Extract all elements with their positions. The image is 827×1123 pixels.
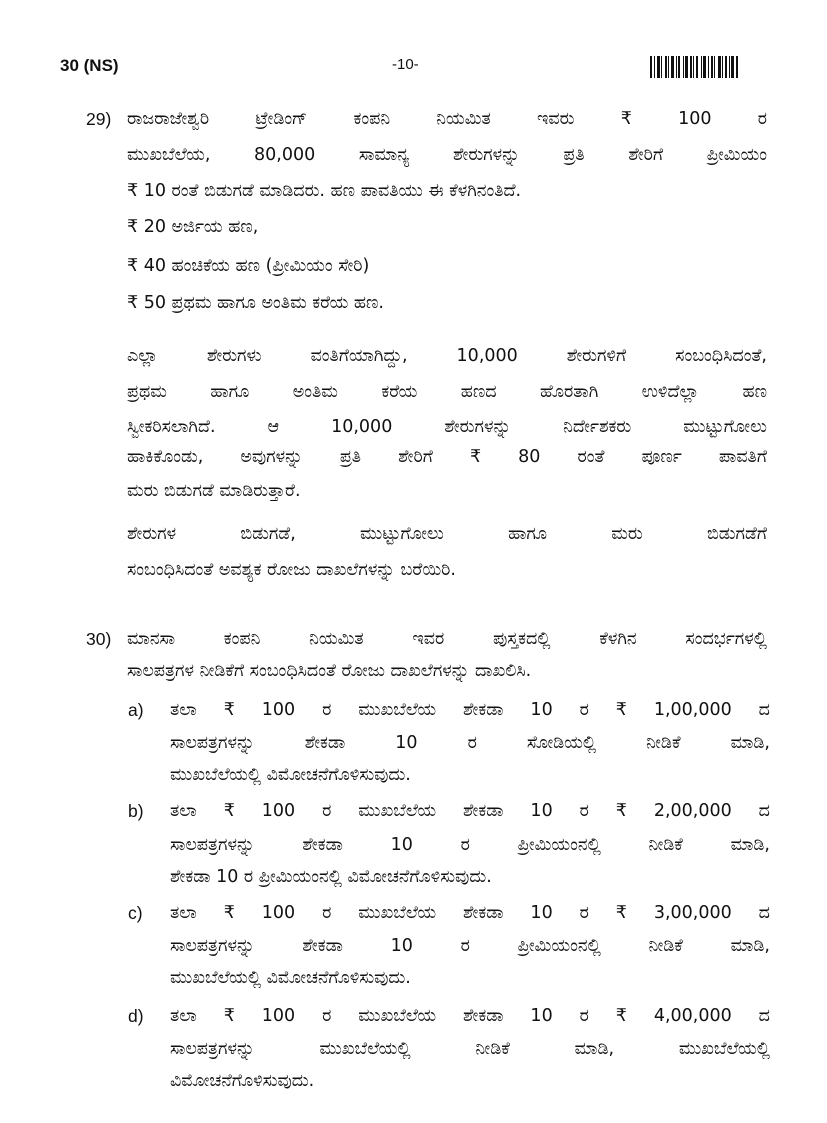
q30-item-b-label: b) <box>128 801 144 821</box>
q29-para2-line-4: ಹಾಕಿಕೊಂಡು, ಅವುಗಳನ್ನು ಪ್ರತಿ ಶೇರಿಗೆ ₹ 80 ರಂತೆ ಪೂರ್ಣ ಪಾವತಿಗೆ <box>127 447 767 467</box>
q29-payment-allotment: ₹ 40 ಹಂಚಿಕೆಯ ಹಣ (ಪ್ರೀಮಿಯಂ ಸೇರಿ) <box>127 256 370 276</box>
q30-item-a-line-3: ಮುಖಬೆಲೆಯಲ್ಲಿ ವಿಮೋಚನೆಗೊಳಿಸುವುದು. <box>170 765 411 785</box>
q29-para3-line-1: ಶೇರುಗಳ ಬಿಡುಗಡೆ, ಮುಟ್ಟುಗೋಲು ಹಾಗೂ ಮರು ಬಿಡುಗಡೆಗೆ <box>127 524 767 544</box>
q29-payment-application: ₹ 20 ಅರ್ಜಿಯ ಹಣ, <box>127 217 259 237</box>
q30-item-a-label: a) <box>128 700 144 720</box>
q30-item-a-line-1: ತಲಾ ₹ 100 ರ ಮುಖಬೆಲೆಯ ಶೇಕಡಾ 10 ರ ₹ 1,00,000 ದ <box>170 700 770 720</box>
q29-line-3: ₹ 10 ರಂತೆ ಬಿಡುಗಡೆ ಮಾಡಿದರು. ಹಣ ಪಾವತಿಯು ಈ ಕೆಳಗಿನಂತಿದೆ. <box>127 181 522 201</box>
q30-item-a-line-2: ಸಾಲಪತ್ರಗಳನ್ನು ಶೇಕಡಾ 10 ರ ಸೋಡಿಯಲ್ಲಿ ನೀಡಿಕೆ ಮಾಡಿ, <box>170 733 770 753</box>
q29-para2-line-3: ಸ್ವೀಕರಿಸಲಾಗಿದೆ. ಆ 10,000 ಶೇರುಗಳನ್ನು ನಿರ್ದೇಶಕರು ಮುಟ್ಟುಗೋಲು <box>127 417 767 437</box>
q29-line-2: ಮುಖಬೆಲೆಯ, 80,000 ಸಾಮಾನ್ಯ ಶೇರುಗಳನ್ನು ಪ್ರತಿ ಶೇರಿಗೆ ಪ್ರೀಮಿಯಂ <box>127 145 767 165</box>
q29-para2-line-5: ಮರು ಬಿಡುಗಡೆ ಮಾಡಿರುತ್ತಾರೆ. <box>127 481 301 501</box>
q30-item-c-line-1: ತಲಾ ₹ 100 ರ ಮುಖಬೆಲೆಯ ಶೇಕಡಾ 10 ರ ₹ 3,00,000 ದ <box>170 903 770 923</box>
q30-item-b-line-3: ಶೇಕಡಾ 10 ರ ಪ್ರೀಮಿಯಂನಲ್ಲಿ ವಿಮೋಚನೆಗೊಳಿಸುವುದು. <box>170 867 492 887</box>
barcode-icon <box>650 56 766 78</box>
q30-item-d-line-3: ವಿಮೋಚನೆಗೊಳಿಸುವುದು. <box>170 1071 315 1091</box>
q30-item-b-line-2: ಸಾಲಪತ್ರಗಳನ್ನು ಶೇಕಡಾ 10 ರ ಪ್ರೀಮಿಯಂನಲ್ಲಿ ನೀಡಿಕೆ ಮಾಡಿ, <box>170 835 770 855</box>
q29-line-1: ರಾಜರಾಜೇಶ್ವರಿ ಟ್ರೇಡಿಂಗ್ ಕಂಪನಿ ನಿಯಮಿತ ಇವರು ₹ 100 ರ <box>127 109 767 129</box>
q30-line-2: ಸಾಲಪತ್ರಗಳ ನೀಡಿಕೆಗೆ ಸಂಬಂಧಿಸಿದಂತೆ ರೋಜು ದಾಖಲೆಗಳನ್ನು ದಾಖಲಿಸಿ. <box>127 661 532 681</box>
q30-item-c-line-3: ಮುಖಬೆಲೆಯಲ್ಲಿ ವಿಮೋಚನೆಗೊಳಿಸುವುದು. <box>170 968 411 988</box>
q29-payment-final-call: ₹ 50 ಪ್ರಥಮ ಹಾಗೂ ಅಂತಿಮ ಕರೆಯ ಹಣ. <box>127 293 384 313</box>
page-number: -10- <box>392 56 419 73</box>
q30-item-d-line-1: ತಲಾ ₹ 100 ರ ಮುಖಬೆಲೆಯ ಶೇಕಡಾ 10 ರ ₹ 4,00,000 ದ <box>170 1006 770 1026</box>
q29-para2-line-1: ಎಲ್ಲಾ ಶೇರುಗಳು ವಂತಿಗೆಯಾಗಿದ್ದು, 10,000 ಶೇರುಗಳಿಗೆ ಸಂಬಂಧಿಸಿದಂತೆ, <box>127 346 767 366</box>
q30-item-c-line-2: ಸಾಲಪತ್ರಗಳನ್ನು ಶೇಕಡಾ 10 ರ ಪ್ರೀಮಿಯಂನಲ್ಲಿ ನೀಡಿಕೆ ಮಾಡಿ, <box>170 936 770 956</box>
q30-item-b-line-1: ತಲಾ ₹ 100 ರ ಮುಖಬೆಲೆಯ ಶೇಕಡಾ 10 ರ ₹ 2,00,000 ದ <box>170 801 770 821</box>
q30-line-1: ಮಾನಸಾ ಕಂಪನಿ ನಿಯಮಿತ ಇವರ ಪುಸ್ತಕದಲ್ಲಿ ಕೆಳಗಿನ ಸಂದರ್ಭಗಳಲ್ಲಿ <box>127 629 767 649</box>
q29-para2-line-2: ಪ್ರಥಮ ಹಾಗೂ ಅಂತಿಮ ಕರೆಯ ಹಣದ ಹೊರತಾಗಿ ಉಳಿದೆಲ್ಲಾ ಹಣ <box>127 382 767 402</box>
q29-para3-line-2: ಸಂಬಂಧಿಸಿದಂತೆ ಅವಶ್ಯಕ ರೋಜು ದಾಖಲೆಗಳನ್ನು ಬರೆಯಿರಿ. <box>127 560 456 580</box>
question-number-29: 29) <box>86 109 112 129</box>
paper-code: 30 (NS) <box>60 56 119 75</box>
q30-item-d-line-2: ಸಾಲಪತ್ರಗಳನ್ನು ಮುಖಬೆಲೆಯಲ್ಲಿ ನೀಡಿಕೆ ಮಾಡಿ, ಮುಖಬೆಲೆಯಲ್ಲಿ <box>170 1039 770 1059</box>
q30-item-c-label: c) <box>128 903 143 923</box>
question-number-30: 30) <box>86 629 112 649</box>
q30-item-d-label: d) <box>128 1006 144 1026</box>
